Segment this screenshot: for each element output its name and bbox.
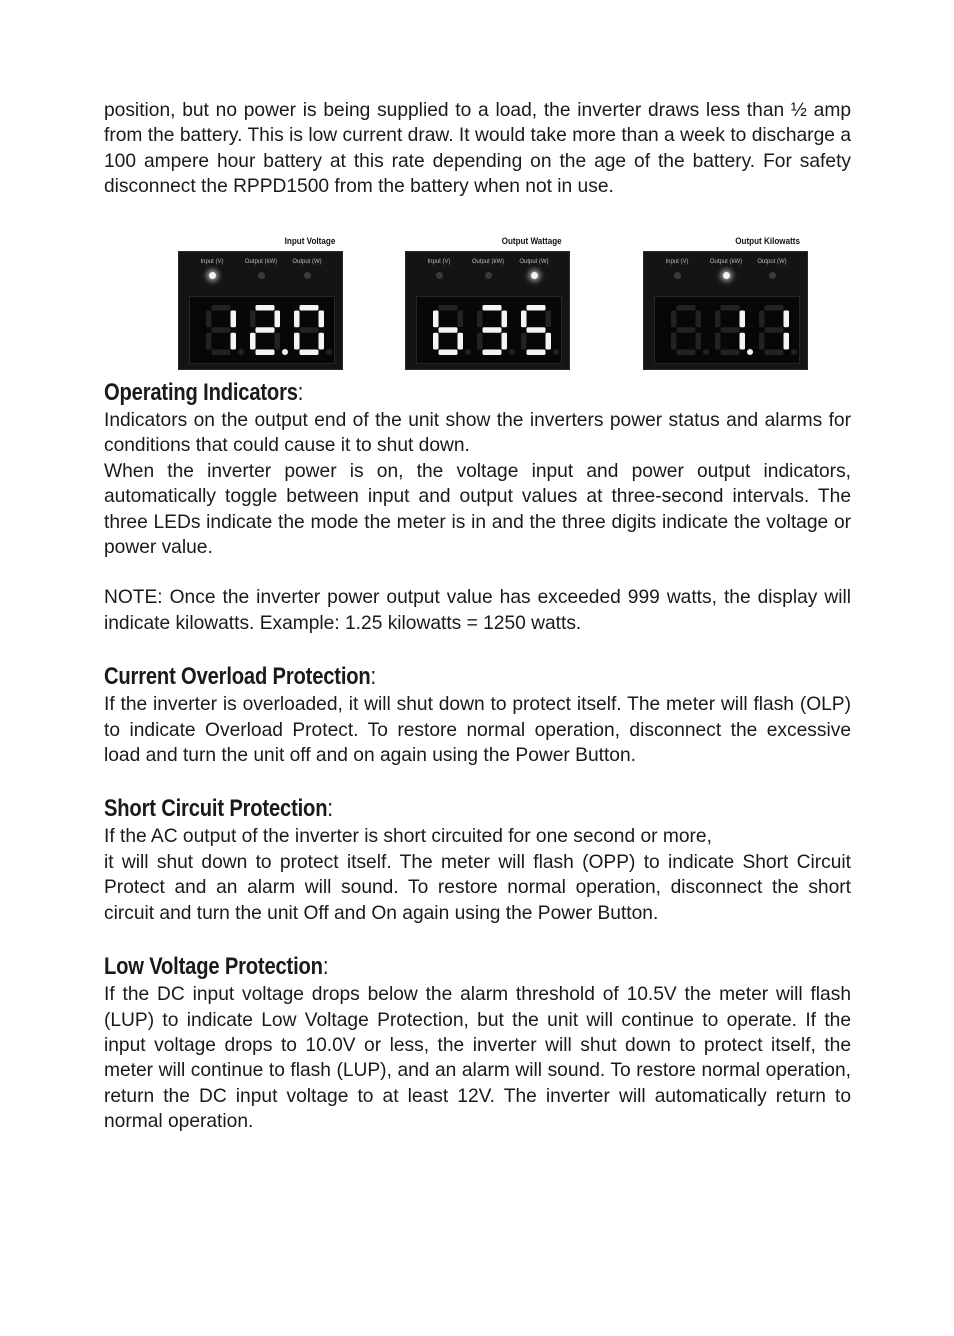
- digit-segment: [433, 311, 439, 328]
- led-label: Output (kW): [709, 259, 743, 265]
- digit-segment: [250, 311, 256, 328]
- led-indicator: [414, 259, 464, 279]
- digit-segment: [206, 311, 212, 328]
- digit-segment: [696, 333, 702, 350]
- meter-caption: Input Voltage: [284, 236, 335, 246]
- digit-segment: [294, 311, 300, 328]
- paragraph-gap: [104, 560, 851, 585]
- digit-segment: [715, 311, 721, 328]
- section-short-circuit: [104, 794, 851, 926]
- decimal-point: [465, 349, 471, 355]
- decimal-point: [282, 349, 288, 355]
- led-label: Output (W): [292, 259, 322, 265]
- digit-segment: [250, 333, 256, 350]
- meter-caption: Output Kilowatts: [735, 236, 800, 246]
- decimal-point: [238, 349, 244, 355]
- led-dot-icon: [769, 272, 776, 279]
- digit-segment: [483, 350, 502, 356]
- digit-segment: [439, 327, 458, 333]
- meter-input-voltage: [178, 236, 343, 370]
- meter-panel: [178, 251, 343, 370]
- meter-panel: [643, 251, 808, 370]
- section-heading: Operating Indicators:: [104, 379, 304, 406]
- digit-segment: [765, 327, 784, 333]
- digit-segment: [300, 327, 319, 333]
- section-heading: Current Overload Protection:: [104, 663, 376, 691]
- display-digits: [417, 297, 561, 363]
- decimal-point: [791, 349, 797, 355]
- led-dot-icon: [304, 272, 311, 279]
- led-indicator: [463, 259, 513, 279]
- digit-segment: [300, 305, 319, 311]
- digit-segment: [212, 305, 231, 311]
- digit-segment: [740, 311, 746, 328]
- led-row: [644, 259, 807, 289]
- section-low-voltage: [104, 952, 851, 1134]
- paragraph: it will shut down to protect itself. The meter will flash (OPP) to indicate Short Circuit Protect and an alarm will sound. To restore normal operation, disconnect the short circuit and turn the unit Off and On again using the Power Button.: [104, 851, 851, 924]
- digit-segment: [300, 350, 319, 356]
- section-heading: Low Voltage Protection:: [104, 953, 329, 981]
- digit-segment: [521, 333, 527, 350]
- digit-segment: [275, 333, 281, 350]
- seven-segment-display: [416, 296, 562, 364]
- digit-segment: [477, 311, 483, 328]
- digit-segment: [546, 333, 552, 350]
- decimal-point: [326, 349, 332, 355]
- led-dot-icon: [485, 272, 492, 279]
- digit-segment: [765, 350, 784, 356]
- meter-figures: [0, 236, 954, 372]
- digit-segment: [759, 333, 765, 350]
- digit-segment: [721, 350, 740, 356]
- paragraph: Indicators on the output end of the unit show the inverters power status and alarms for conditions that could cause it to shut down.: [104, 410, 851, 457]
- led-dot-icon: [436, 272, 443, 279]
- led-indicator: [652, 259, 702, 279]
- display-digits: [190, 297, 334, 363]
- digit-segment: [294, 333, 300, 350]
- digit-segment: [477, 333, 483, 350]
- digit-segment: [275, 311, 281, 328]
- sections: [104, 378, 851, 1135]
- digit-segment: [671, 311, 677, 328]
- section-operating-indicators: [104, 378, 851, 636]
- digit-segment: [527, 327, 546, 333]
- digit-segment: [521, 311, 527, 328]
- digit-segment: [483, 305, 502, 311]
- meter-caption: Output Wattage: [502, 236, 562, 246]
- digit-segment: [483, 327, 502, 333]
- digit-segment: [319, 333, 325, 350]
- digit-segment: [715, 333, 721, 350]
- digit-segment: [212, 350, 231, 356]
- led-indicator: [236, 259, 286, 279]
- led-label: Output (W): [757, 259, 787, 265]
- digit-segment: [759, 311, 765, 328]
- digit-segment: [256, 305, 275, 311]
- digit-segment: [671, 333, 677, 350]
- digit-segment: [206, 333, 212, 350]
- intro-paragraph: position, but no power is being supplied to a load, the inverter draws less than ½ amp from the battery. This is low current draw. It would take more than a week to discharge a 100 ampere hour battery at this rate depending on the age of the battery. For safety disconnect the RPPD1500 from the battery when not in use.: [104, 100, 851, 198]
- digit-segment: [527, 350, 546, 356]
- document-body: [104, 98, 851, 200]
- note-paragraph: NOTE: Once the inverter power output value has exceeded 999 watts, the display will indicate kilowatts. Example: 1.25 kilowatts = 1250 watts.: [104, 587, 851, 634]
- digit-segment: [721, 327, 740, 333]
- digit-segment: [439, 305, 458, 311]
- digit-segment: [677, 305, 696, 311]
- led-indicator: [747, 259, 797, 279]
- seven-segment-display: [189, 296, 335, 364]
- led-dot-icon: [531, 272, 538, 279]
- paragraph: If the AC output of the inverter is short circuited for one second or more,: [104, 826, 712, 848]
- section-heading: Short Circuit Protection:: [104, 795, 333, 823]
- decimal-point: [509, 349, 515, 355]
- paragraph: If the inverter is overloaded, it will shut down to protect itself. The meter will flash (OLP) to indicate Overload Protect. To restore normal operation, disconnect the excessive load and turn the unit off and on again using the Power Button.: [104, 694, 851, 767]
- led-indicator: [701, 259, 751, 279]
- digit-segment: [231, 333, 237, 350]
- digit-segment: [677, 327, 696, 333]
- led-label: Input (V): [200, 259, 224, 265]
- led-dot-icon: [258, 272, 265, 279]
- led-label: Input (V): [665, 259, 689, 265]
- led-dot-icon: [209, 272, 216, 279]
- digit-segment: [502, 311, 508, 328]
- led-row: [179, 259, 342, 289]
- digit-segment: [784, 311, 790, 328]
- led-label: Input (V): [427, 259, 451, 265]
- digit-segment: [765, 305, 784, 311]
- led-label: Output (kW): [244, 259, 278, 265]
- section-current-overload: [104, 662, 851, 768]
- digit-segment: [740, 333, 746, 350]
- meter-panel: [405, 251, 570, 370]
- digit-segment: [546, 311, 552, 328]
- digit-segment: [433, 333, 439, 350]
- decimal-point: [703, 349, 709, 355]
- paragraph: If the DC input voltage drops below the alarm threshold of 10.5V the meter will flash (LUP) to indicate Low Voltage Protection, but the unit will continue to operate. If the input voltage drops to 10.0V or less, the inverter will shut down to protect itself, the meter will continue to flash (LUP), and an alarm will sound. To restore normal operation, return the DC input voltage to at least 12V. The inverter will automatically return to normal operation.: [104, 984, 851, 1133]
- digit-segment: [439, 350, 458, 356]
- digit-segment: [256, 350, 275, 356]
- decimal-point: [553, 349, 559, 355]
- paragraph: When the inverter power is on, the voltage input and power output indicators, automatically toggle between input and output values at three-second intervals. The three LEDs indicate the mode the meter is in and the three digits indicate the voltage or power value.: [104, 460, 851, 559]
- led-label: Output (W): [519, 259, 549, 265]
- digit-segment: [527, 305, 546, 311]
- digit-segment: [458, 333, 464, 350]
- digit-segment: [696, 311, 702, 328]
- led-indicator: [509, 259, 559, 279]
- digit-segment: [784, 333, 790, 350]
- digit-segment: [677, 350, 696, 356]
- led-dot-icon: [674, 272, 681, 279]
- digit-segment: [458, 311, 464, 328]
- led-row: [406, 259, 569, 289]
- meter-output-wattage: [405, 236, 570, 370]
- display-digits: [655, 297, 799, 363]
- digit-segment: [231, 311, 237, 328]
- digit-segment: [319, 311, 325, 328]
- led-indicator: [282, 259, 332, 279]
- digit-segment: [721, 305, 740, 311]
- seven-segment-display: [654, 296, 800, 364]
- digit-segment: [502, 333, 508, 350]
- led-indicator: [187, 259, 237, 279]
- digit-segment: [256, 327, 275, 333]
- digit-segment: [212, 327, 231, 333]
- led-label: Output (kW): [471, 259, 505, 265]
- led-dot-icon: [723, 272, 730, 279]
- decimal-point: [747, 349, 753, 355]
- meter-output-kilowatts: [643, 236, 808, 370]
